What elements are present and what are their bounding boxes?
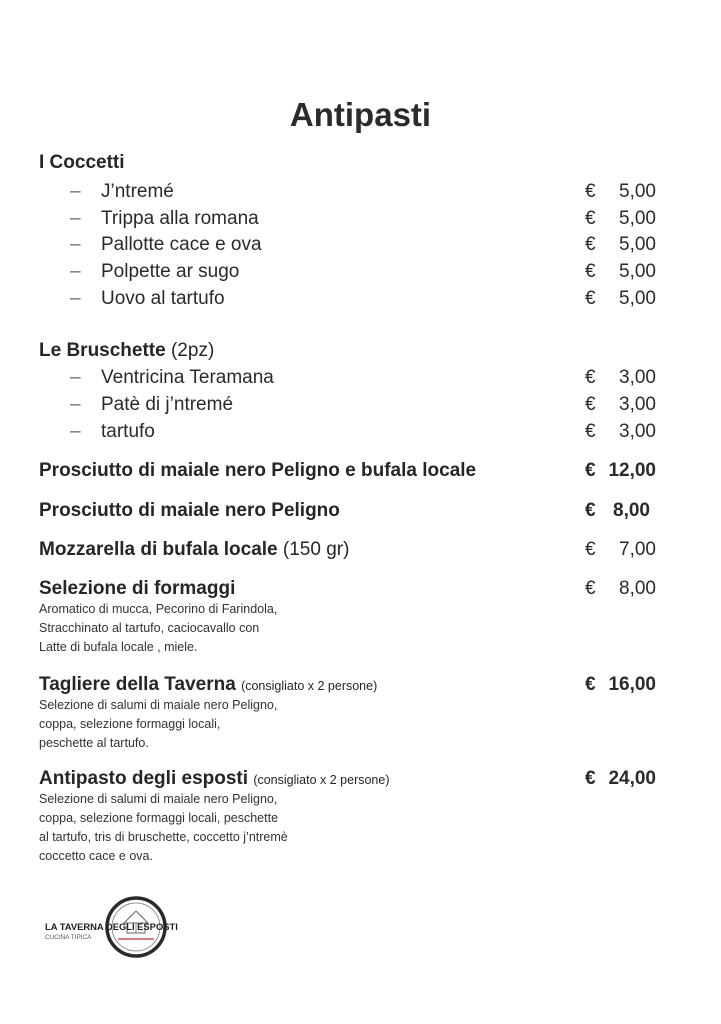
dish-description [39, 696, 277, 753]
dish-antipasto-esposti [39, 768, 390, 790]
dish-prosciutto [39, 500, 340, 522]
currency-symbol: € [585, 288, 596, 309]
price-amount: 16,00 [608, 674, 656, 695]
section-heading-bruschette [39, 340, 214, 362]
logo-tagline: CUCINA TIPICA [45, 934, 92, 941]
menu-item-name: Pallotte cace e ova [101, 234, 262, 255]
price-amount: 24,00 [608, 768, 656, 789]
dash-icon: – [70, 181, 81, 202]
page-title: Antipasti [289, 96, 432, 133]
dish-name: Antipasto degli esposti [39, 768, 249, 789]
description-line: Aromatico di mucca, Pecorino di Farindola, [39, 602, 278, 616]
currency-symbol: € [585, 394, 596, 415]
menu-item [70, 394, 233, 416]
description-line: Stracchinato al tartufo, caciocavallo con [39, 621, 260, 635]
currency-symbol: € [585, 460, 596, 481]
currency-symbol: € [585, 261, 596, 282]
dish-name: Prosciutto di maiale nero Peligno [39, 500, 340, 521]
dish-prosciutto-bufala [39, 460, 476, 482]
price-amount: 5,00 [619, 181, 656, 202]
description-line: Selezione di salumi di maiale nero Peligno, [39, 698, 278, 712]
dash-icon: – [70, 208, 81, 229]
dish-name: Tagliere della Taverna [39, 674, 236, 695]
section-heading-label: I Coccetti [39, 152, 125, 173]
price-amount: 7,00 [619, 539, 656, 560]
menu-item [70, 367, 274, 389]
menu-item [70, 261, 239, 283]
dish-note: (consigliato x 2 persone) [241, 679, 378, 693]
logo-name: LA TAVERNA DEGLI ESPOSTI [45, 921, 178, 932]
dish-formaggi [39, 578, 235, 600]
dash-icon: – [70, 367, 81, 388]
price-amount: 5,00 [619, 234, 656, 255]
dash-icon: – [70, 234, 81, 255]
menu-item [70, 181, 174, 203]
menu-item-name: Uovo al tartufo [101, 288, 225, 309]
dash-icon: – [70, 261, 81, 282]
price-amount: 8,00 [619, 578, 656, 599]
price-amount: 5,00 [619, 208, 656, 229]
menu-item-name: tartufo [101, 421, 155, 442]
description-line: peschette al tartufo. [39, 736, 149, 750]
dish-name: Prosciutto di maiale nero Peligno e bufala locale [39, 460, 477, 481]
price-amount: 12,00 [608, 460, 656, 481]
dish-mozzarella [39, 539, 349, 561]
description-line: coppa, selezione formaggi locali, peschette [39, 811, 279, 825]
price-amount: 3,00 [619, 367, 656, 388]
menu-item [70, 288, 225, 310]
price-amount: 3,00 [619, 421, 656, 442]
description-line: coppa, selezione formaggi locali, [39, 717, 221, 731]
section-heading-label: Le Bruschette [39, 340, 166, 361]
price-amount: 3,00 [619, 394, 656, 415]
dash-icon: – [70, 394, 81, 415]
menu-item-name: Ventricina Teramana [101, 367, 274, 388]
price-amount: 5,00 [619, 288, 656, 309]
currency-symbol: € [585, 768, 596, 789]
dish-name: Selezione di formaggi [39, 578, 236, 599]
dish-name: Mozzarella di bufala locale [39, 539, 278, 560]
dash-icon: – [70, 421, 81, 442]
logo-emblem-icon [44, 895, 194, 959]
menu-item [70, 234, 262, 256]
menu-item-name: Trippa alla romana [101, 208, 259, 229]
menu-item-name: Polpette ar sugo [101, 261, 240, 282]
menu-item-name: Patè di j’ntremé [101, 394, 234, 415]
price-amount: 8,00 [613, 500, 650, 521]
dish-note: (consigliato x 2 persone) [253, 773, 390, 787]
menu-item [70, 208, 259, 230]
currency-symbol: € [585, 578, 596, 599]
dish-tagliere [39, 674, 377, 696]
currency-symbol: € [585, 421, 596, 442]
dish-description [39, 790, 288, 866]
description-line: coccetto cace e ova. [39, 849, 153, 863]
restaurant-logo [44, 895, 194, 959]
currency-symbol: € [585, 234, 596, 255]
currency-symbol: € [585, 539, 596, 560]
dish-description [39, 600, 277, 657]
currency-symbol: € [585, 500, 596, 521]
dash-icon: – [70, 288, 81, 309]
currency-symbol: € [585, 208, 596, 229]
currency-symbol: € [585, 674, 596, 695]
price-amount: 5,00 [619, 261, 656, 282]
description-line: al tartufo, tris di bruschette, coccetto j’ntremè [39, 830, 288, 844]
menu-item [70, 421, 155, 443]
currency-symbol: € [585, 181, 596, 202]
currency-symbol: € [585, 367, 596, 388]
section-heading-note: (2pz) [170, 340, 215, 361]
description-line: Latte di bufala locale , miele. [39, 640, 198, 654]
description-line: Selezione di salumi di maiale nero Peligno, [39, 792, 278, 806]
menu-item-name: J’ntremé [101, 181, 174, 202]
dish-note: (150 gr) [282, 539, 350, 560]
section-heading-coccetti [39, 152, 125, 174]
